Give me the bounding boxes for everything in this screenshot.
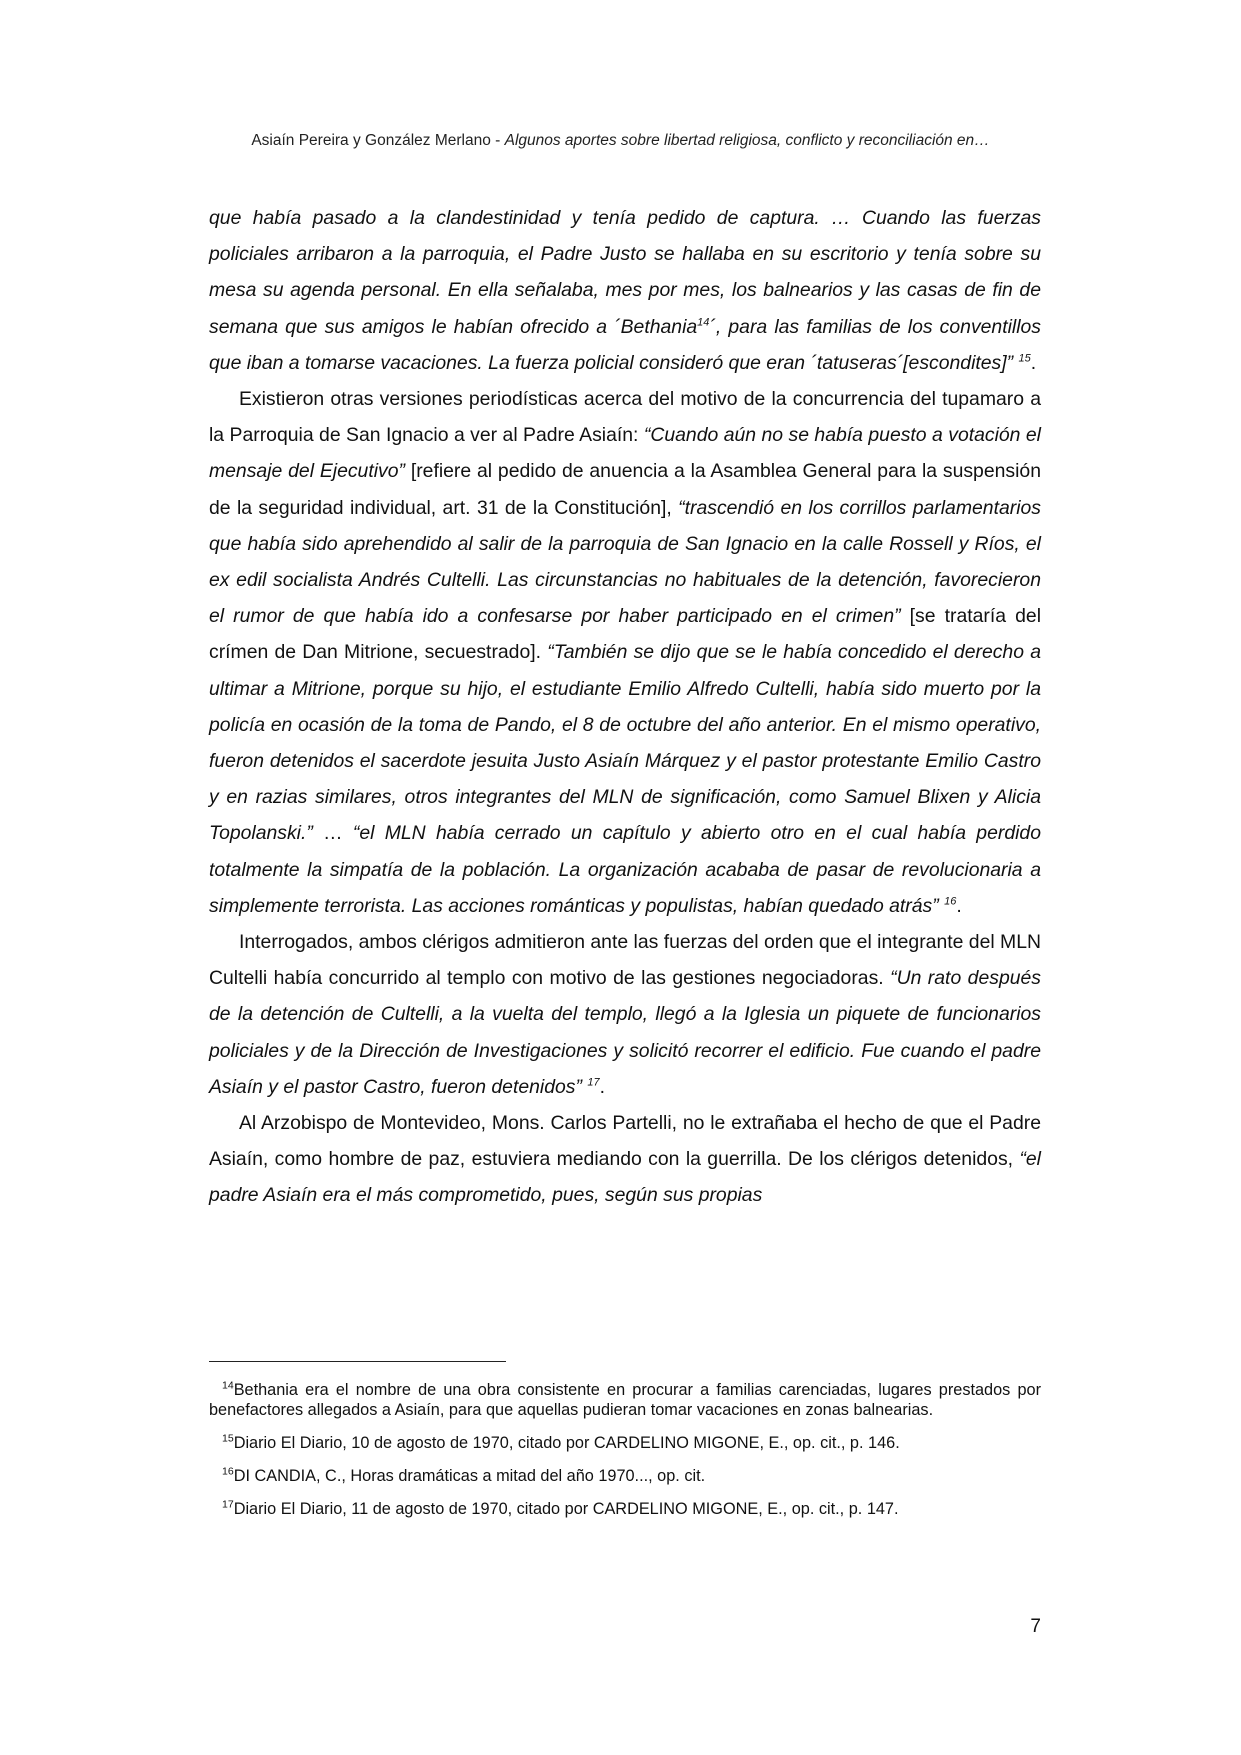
- paragraph: [209, 924, 1041, 1105]
- text-run: .: [956, 894, 962, 917]
- quoted-text: “el MLN había cerrado un capítulo y abierto otro en el cual había perdido totalmente la simpatía de la población. La organización acababa de pasar de revolucionaria a simplemente terrorista. Las acciones románticas y populistas, habían quedado atrás”: [209, 822, 1041, 917]
- paragraph: [209, 200, 1041, 381]
- footnote-reference: 16: [944, 895, 957, 908]
- footnote-number: 15: [222, 1432, 234, 1445]
- body-text: [209, 200, 1041, 1214]
- paragraph: [209, 1105, 1041, 1214]
- footnote-separator: [209, 1361, 506, 1362]
- footnote: [209, 1433, 1041, 1453]
- footnote: [209, 1380, 1041, 1420]
- footnote-reference: 14: [697, 316, 710, 329]
- footnote-number: 14: [222, 1379, 234, 1392]
- footnote-text: DI CANDIA, C., Horas dramáticas a mitad del año 1970..., op. cit.: [233, 1467, 706, 1485]
- header-authors: Asiaín Pereira y González Merlano: [251, 132, 491, 149]
- footnote-reference: 15: [1018, 352, 1031, 365]
- footnote-reference: 17: [587, 1076, 600, 1089]
- footnote: [209, 1466, 1041, 1486]
- paragraph: [209, 381, 1041, 924]
- footnote-number: 16: [222, 1465, 234, 1478]
- footnote-text: Diario El Diario, 10 de agosto de 1970, citado por CARDELINO MIGONE, E., op. cit., p. 146.: [233, 1434, 900, 1452]
- text-run: …: [312, 822, 353, 845]
- footnote-number: 17: [222, 1498, 234, 1511]
- quoted-text: “Un rato después de la detención de Cultelli, a la vuelta del templo, llegó a la Iglesia un piquete de funcionarios policiales y de la Dirección de Investigaciones y solicitó recorrer el edificio. Fue cuando el padre Asiaín y el pastor Castro, fueron detenidos”: [209, 967, 1041, 1098]
- footnote: [209, 1499, 1041, 1519]
- header-separator: -: [490, 132, 505, 149]
- text-run: Interrogados, ambos clérigos admitieron ante las fuerzas del orden que el integrante del MLN Cultelli había concurrido al templo con motivo de las gestiones negociadoras.: [209, 931, 1041, 990]
- quoted-text: “También se dijo que se le había concedido el derecho a ultimar a Mitrione, porque su hijo, el estudiante Emilio Alfredo Cultelli, había sido muerto por la policía en ocasión de la toma de Pando, el 8 de octubre del año anterior. En el mismo operativo, fueron detenidos el sacerdote jesuita Justo Asiaín Márquez y el pastor protestante Emilio Castro y en razias similares, otros integrantes del MLN de significación, como Samuel Blixen y Alicia Topolanski.”: [209, 641, 1041, 845]
- footnote-text: Bethania era el nombre de una obra consistente en procurar a familias carenciadas, lugares prestados por benefactores allegados a Asiaín, para que aquellas pudieran tomar vacaciones en zonas balnearias.: [209, 1381, 1041, 1419]
- quoted-text: “Cuando aún no se había puesto a votación el mensaje del Ejecutivo”: [209, 424, 1041, 483]
- quoted-text: “el padre Asiaín era el más comprometido, pues, según sus propias: [209, 1148, 1041, 1207]
- running-header: [0, 132, 1241, 150]
- text-run: [refiere al pedido de anuencia a la Asamblea General para la suspensión de la seguridad individual, art. 31 de la Constitución],: [209, 460, 1041, 519]
- text-run: Al Arzobispo de Montevideo, Mons. Carlos Partelli, no le extrañaba el hecho de que el Padre Asiaín, como hombre de paz, estuviera mediando con la guerrilla. De los clérigos detenidos,: [209, 1112, 1041, 1171]
- text-run: .: [1030, 351, 1037, 374]
- quoted-text: ´, para las familias de los conventillos que iban a tomarse vacaciones. La fuerza policial consideró que eran ´tatuseras´[escondites]”: [209, 315, 1041, 374]
- quoted-text: que había pasado a la clandestinidad y tenía pedido de captura. … Cuando las fuerzas policiales arribaron a la parroquia, el Padre Justo se hallaba en su escritorio y tenía sobre su mesa su agenda personal. En ella señalaba, mes por mes, los balnearios y las casas de fin de semana que sus amigos le habían ofrecido a ´Bethania: [209, 207, 1041, 338]
- page-number: 7: [1030, 1616, 1041, 1637]
- text-run: Existieron otras versiones periodísticas acerca del motivo de la concurrencia del tupamaro a la Parroquia de San Ignacio a ver al Padre Asiaín:: [209, 388, 1041, 447]
- quoted-text: “trascendió en los corrillos parlamentarios que había sido aprehendido al salir de la parroquia de San Ignacio en la calle Rossell y Ríos, el ex edil socialista Andrés Cultelli. Las circunstancias no habituales de la detención, favorecieron el rumor de que había ido a confesarse por haber participado en el crimen”: [209, 496, 1041, 628]
- footnotes: [209, 1380, 1041, 1532]
- text-run: [se trataría del crímen de Dan Mitrione, secuestrado].: [209, 605, 1042, 664]
- header-title: Algunos aportes sobre libertad religiosa, conflicto y reconciliación en…: [504, 132, 990, 149]
- text-run: .: [599, 1075, 605, 1098]
- footnote-text: Diario El Diario, 11 de agosto de 1970, citado por CARDELINO MIGONE, E., op. cit., p. 147.: [233, 1500, 899, 1518]
